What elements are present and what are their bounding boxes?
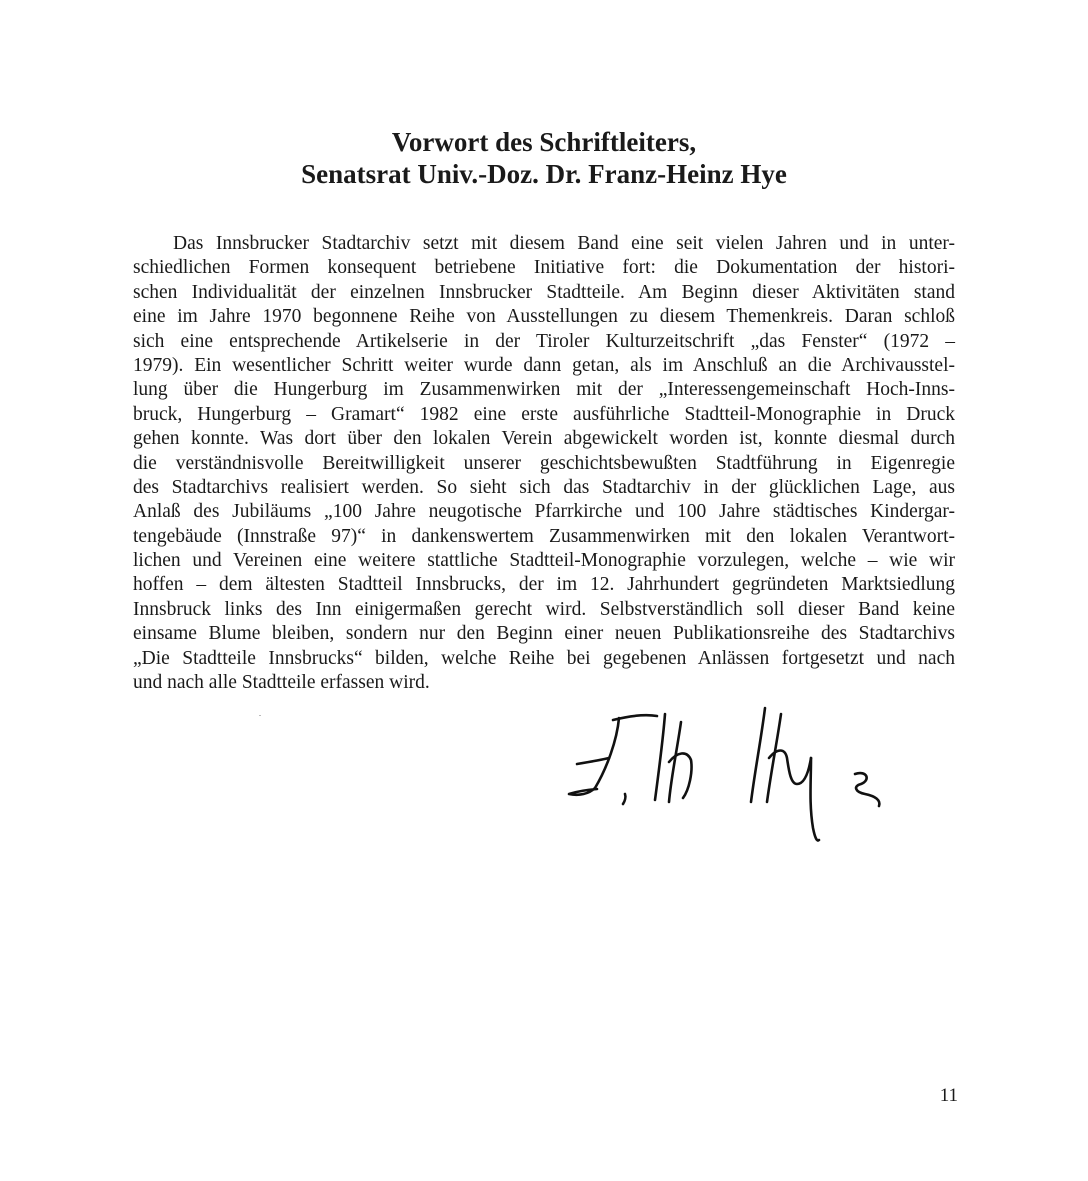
paragraph-line: die verständnisvolle Bereitwilligkeit unserer geschichtsbewußten Stadtführung in Eigenregie bbox=[133, 452, 955, 474]
title-line-1: Vorwort des Schriftleiters, bbox=[391, 127, 697, 157]
paragraph-line: lichen und Vereinen eine weitere stattliche Stadtteil-Monographie vorzulegen, welche – wie wir bbox=[133, 550, 955, 572]
title-line-2: Senatsrat Univ.-Doz. Dr. Franz-Heinz Hye bbox=[301, 159, 787, 189]
paragraph-line: tengebäude (Innstraße 97)“ in dankenswertem Zusammenwirken mit den lokalen Verantwort- bbox=[133, 525, 955, 547]
paragraph-line: „Die Stadtteile Innsbrucks“ bilden, welche Reihe bei gegebenen Anlässen fortgesetzt und nach bbox=[133, 647, 955, 669]
paragraph-line: und nach alle Stadtteile erfassen wird. bbox=[133, 672, 430, 694]
paragraph-line: 1979). Ein wesentlicher Schritt weiter wurde dann getan, als im Anschluß an die Archivausstel- bbox=[133, 354, 955, 376]
paragraph-line: Innsbruck links des Inn einigermaßen gerecht wird. Selbstverständlich soll dieser Band keine bbox=[133, 598, 955, 620]
paragraph-line: hoffen – dem ältesten Stadtteil Innsbrucks, der im 12. Jahrhundert gegründeten Marktsiedlung bbox=[133, 574, 955, 596]
handwritten-signature bbox=[555, 700, 895, 850]
paragraph-line: Anlaß des Jubiläums „100 Jahre neugotische Pfarrkirche und 100 Jahre städtisches Kindergar- bbox=[133, 501, 955, 523]
paragraph-line: schiedlichen Formen konsequent betriebene Initiative fort: die Dokumentation der histori- bbox=[133, 257, 955, 279]
page-number: 11 bbox=[939, 1085, 958, 1106]
paragraph-line: sich eine entsprechende Artikelserie in der Tiroler Kulturzeitschrift „das Fenster“ (1972 – bbox=[133, 330, 955, 352]
paragraph-line: bruck, Hungerburg – Gramart“ 1982 eine erste ausführliche Stadtteil-Monographie in Druck bbox=[133, 403, 955, 425]
foreword-paragraph bbox=[133, 232, 955, 695]
paragraph-line: gehen konnte. Was dort über den lokalen Verein abgewickelt worden ist, konnte diesmal durch bbox=[133, 428, 955, 450]
page-title bbox=[0, 126, 1088, 190]
paragraph-line: lung über die Hungerburg im Zusammenwirken mit der „Interessengemeinschaft Hoch-Inns- bbox=[133, 379, 955, 401]
paragraph-line: Das Innsbrucker Stadtarchiv setzt mit diesem Band eine seit vielen Jahren und in unter- bbox=[173, 233, 955, 254]
paragraph-line: einsame Blume bleiben, sondern nur den Beginn einer neuen Publikationsreihe des Stadtarchivs bbox=[133, 623, 955, 645]
paragraph-line: eine im Jahre 1970 begonnene Reihe von Ausstellungen zu diesem Themenkreis. Daran schloß bbox=[133, 306, 955, 328]
paragraph-line: des Stadtarchivs realisiert werden. So sieht sich das Stadtarchiv in der glücklichen Lage, aus bbox=[133, 476, 955, 498]
scan-speck bbox=[259, 715, 261, 716]
paragraph-line: schen Individualität der einzelnen Innsbrucker Stadtteile. Am Beginn dieser Aktivitäten stand bbox=[133, 281, 955, 303]
